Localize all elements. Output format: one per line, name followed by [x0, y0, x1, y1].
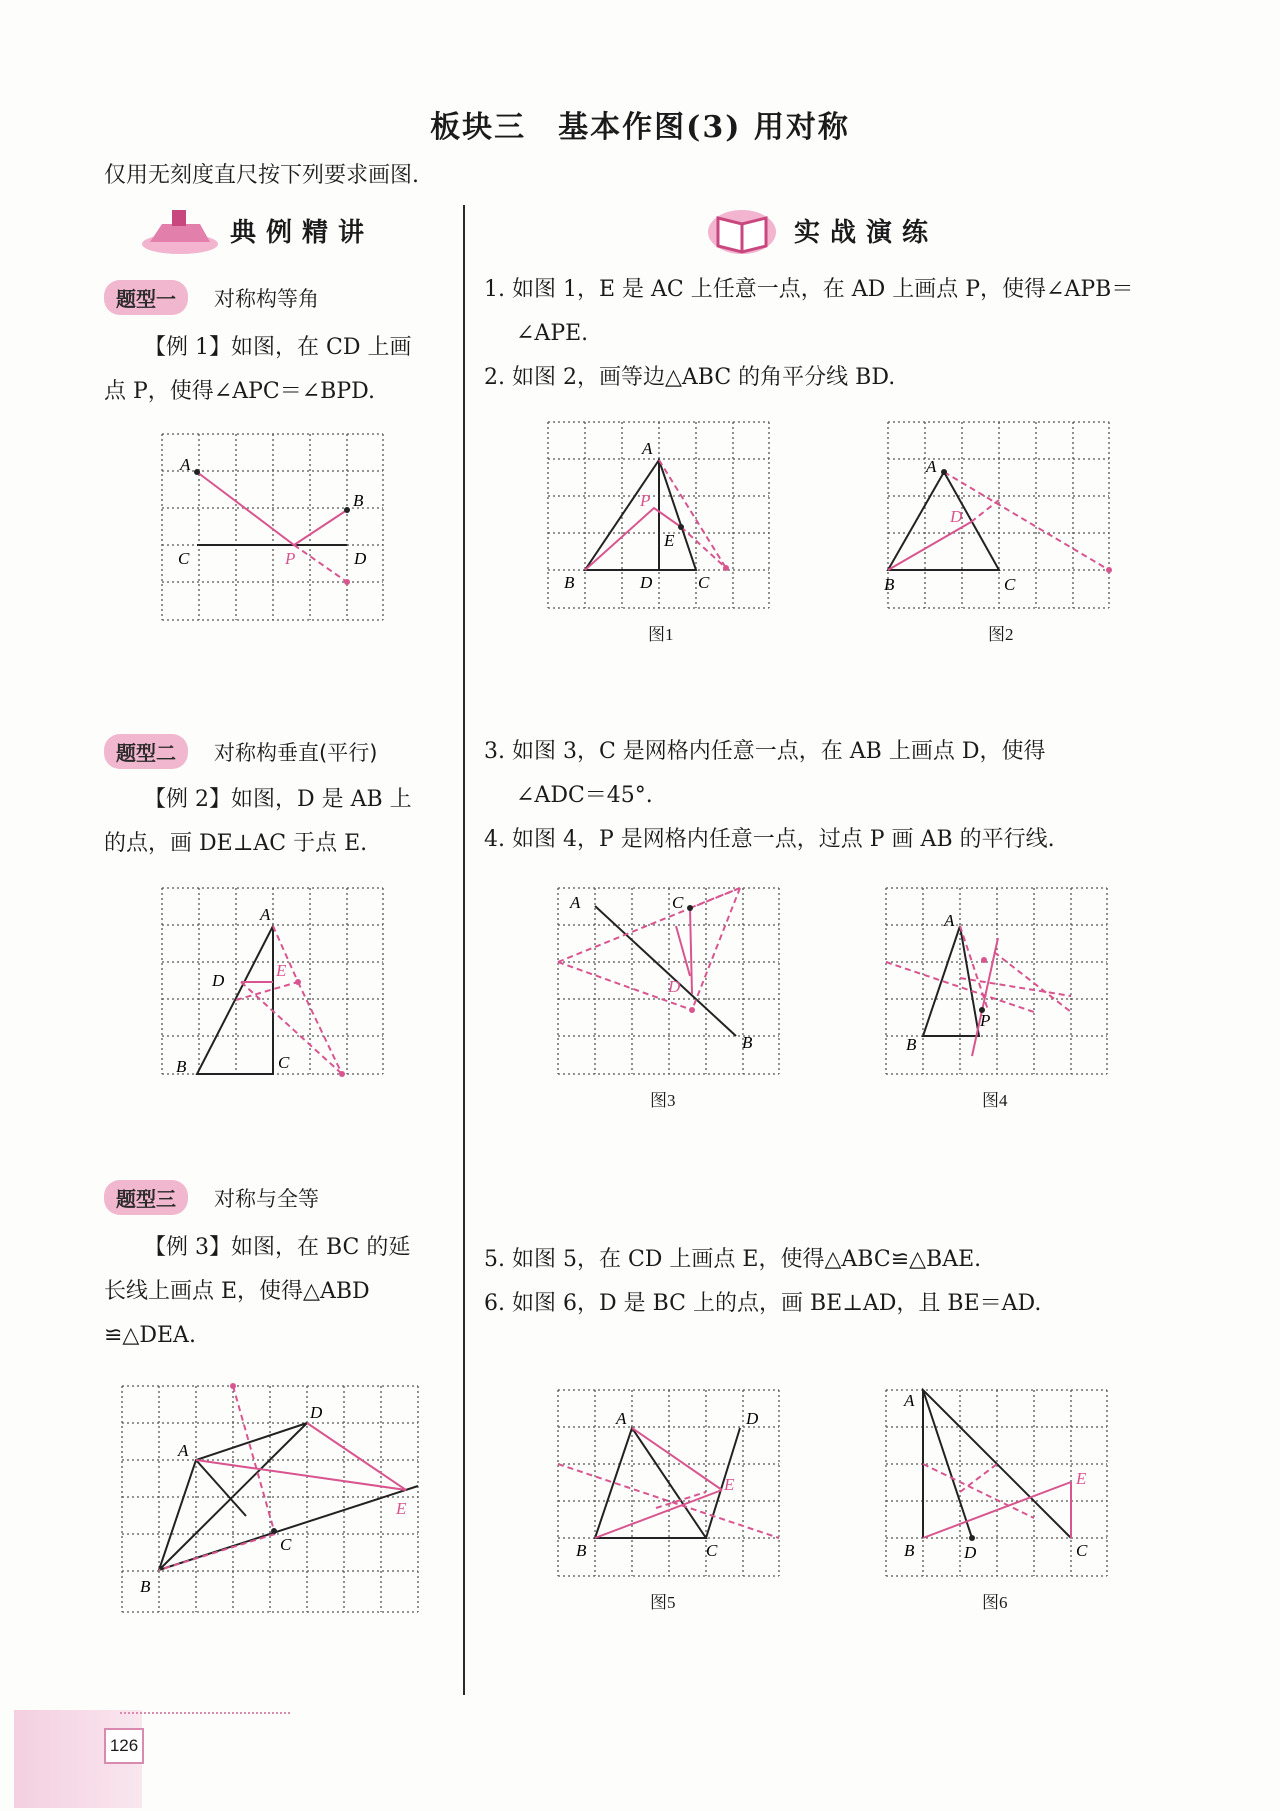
- column-divider: [463, 205, 465, 1695]
- example-1: 【例 1】如图，在 CD 上画 点 P，使得∠APC＝∠BPD.: [104, 335, 412, 404]
- type-tag-3: 题型三: [104, 1180, 188, 1215]
- svg-text:B: B: [140, 1577, 151, 1596]
- figure-6-caption: 图6: [982, 1593, 1008, 1612]
- page-title: 板块三 基本作图(3) 用对称: [430, 110, 850, 145]
- svg-text:C: C: [178, 549, 190, 568]
- example-2: 【例 2】如图，D 是 AB 上 的点，画 DE⊥AC 于点 E.: [104, 787, 412, 856]
- figure-4: [884, 886, 1109, 1076]
- svg-text:B: B: [564, 573, 575, 592]
- svg-text:D: D: [668, 977, 681, 996]
- figure-2-caption: 图2: [988, 625, 1014, 644]
- problem-3: 3. 如图 3，C 是网格内任意一点，在 AB 上画点 D，使得 ∠ADC＝45°.: [484, 739, 1046, 808]
- svg-text:C: C: [1076, 1541, 1088, 1560]
- svg-text:E: E: [396, 1499, 407, 1518]
- svg-text:A: A: [616, 1409, 627, 1428]
- footer-dotted-line: [120, 1712, 290, 1714]
- svg-text:D: D: [746, 1409, 759, 1428]
- page-number: 126: [104, 1728, 144, 1764]
- svg-text:A: A: [642, 439, 653, 458]
- svg-text:A: A: [904, 1391, 915, 1410]
- svg-text:A: A: [944, 911, 955, 930]
- type-tag-1: 题型一: [104, 280, 188, 315]
- svg-text:D: D: [354, 549, 367, 568]
- svg-text:B: B: [906, 1035, 917, 1054]
- figure-1: [546, 420, 771, 610]
- type-heading-1: [104, 280, 319, 315]
- svg-text:B: B: [904, 1541, 915, 1560]
- type-heading-3: [104, 1180, 319, 1215]
- banner-examples: [140, 204, 374, 256]
- svg-text:C: C: [278, 1053, 290, 1072]
- instructions: 仅用无刻度直尺按下列要求画图.: [104, 163, 419, 188]
- svg-text:A: A: [260, 905, 271, 924]
- svg-text:C: C: [1004, 575, 1016, 594]
- banner-practice-label: 实战演练: [794, 217, 939, 248]
- problem-2: 2. 如图 2，画等边△ABC 的角平分线 BD.: [484, 365, 896, 390]
- svg-text:C: C: [706, 1541, 718, 1560]
- example-1-figure: [160, 432, 385, 622]
- svg-text:E: E: [664, 531, 675, 550]
- example-2-figure: [160, 886, 385, 1076]
- svg-text:D: D: [964, 1543, 977, 1562]
- svg-text:A: A: [926, 457, 937, 476]
- svg-text:B: B: [176, 1057, 187, 1076]
- problem-4: 4. 如图 4，P 是网格内任意一点，过点 P 画 AB 的平行线.: [484, 827, 1055, 852]
- figure-3-caption: 图3: [650, 1091, 676, 1110]
- figure-3: [556, 886, 781, 1076]
- problem-6: 6. 如图 6，D 是 BC 上的点，画 BE⊥AD，且 BE＝AD.: [484, 1291, 1042, 1316]
- figure-5: [556, 1388, 781, 1578]
- banner-practice: [704, 204, 938, 256]
- figure-4-caption: 图4: [982, 1091, 1008, 1110]
- svg-text:D: D: [212, 971, 225, 990]
- banner-examples-label: 典例精讲: [230, 217, 375, 248]
- svg-text:D: D: [950, 507, 963, 526]
- svg-text:B: B: [353, 491, 364, 510]
- svg-text:B: B: [576, 1541, 587, 1560]
- svg-text:A: A: [178, 1441, 189, 1460]
- svg-text:P: P: [980, 1011, 991, 1030]
- type-name-2: 对称构垂直(平行): [214, 740, 378, 765]
- svg-text:E: E: [1076, 1469, 1087, 1488]
- book-badge-icon: [704, 204, 788, 256]
- type-heading-2: [104, 734, 377, 769]
- problem-1: 1. 如图 1，E 是 AC 上任意一点，在 AD 上画点 P，使得∠APB＝ ∠APE.: [484, 277, 1134, 346]
- svg-text:E: E: [276, 961, 287, 980]
- figure-1-caption: 图1: [648, 625, 674, 644]
- svg-text:P: P: [285, 549, 296, 568]
- svg-text:D: D: [640, 573, 653, 592]
- svg-text:A: A: [570, 893, 581, 912]
- example-3-figure: [120, 1384, 420, 1614]
- problem-5: 5. 如图 5，在 CD 上画点 E，使得△ABC≌△BAE.: [484, 1247, 982, 1272]
- example-3: 【例 3】如图，在 BC 的延 长线上画点 E，使得△ABD ≌△DEA.: [104, 1235, 411, 1348]
- svg-text:A: A: [180, 455, 191, 474]
- svg-text:P: P: [640, 491, 651, 510]
- svg-text:D: D: [310, 1403, 323, 1422]
- svg-text:B: B: [884, 575, 895, 594]
- figure-5-caption: 图5: [650, 1593, 676, 1612]
- svg-text:E: E: [724, 1475, 735, 1494]
- svg-text:C: C: [698, 573, 710, 592]
- type-name-3: 对称与全等: [214, 1186, 319, 1211]
- type-tag-2: 题型二: [104, 734, 188, 769]
- figure-6: [884, 1388, 1109, 1578]
- svg-text:B: B: [742, 1033, 753, 1052]
- figure-2: [886, 420, 1111, 610]
- svg-text:C: C: [672, 893, 684, 912]
- lamp-badge-icon: [140, 204, 224, 256]
- type-name-1: 对称构等角: [214, 286, 319, 311]
- svg-text:C: C: [280, 1535, 292, 1554]
